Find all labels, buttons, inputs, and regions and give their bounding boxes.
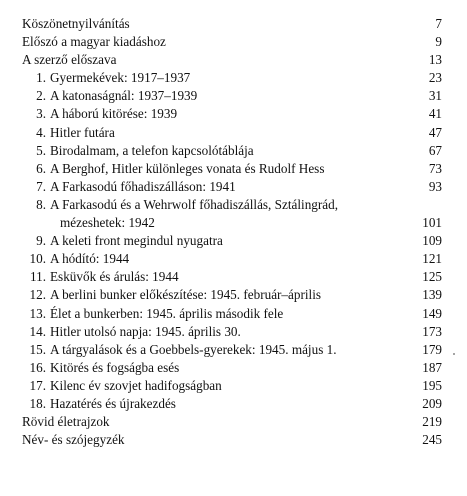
toc-entry-number: 9. bbox=[36, 233, 46, 249]
toc-entry-number: 17. bbox=[29, 377, 46, 393]
table-of-contents bbox=[22, 15, 442, 449]
toc-entry-chapter-3 bbox=[22, 105, 442, 123]
toc-entry-page: 101 bbox=[422, 215, 442, 231]
toc-entry-page: 9 bbox=[435, 34, 442, 50]
toc-entry-page: 195 bbox=[422, 377, 442, 393]
scan-speck bbox=[453, 353, 455, 355]
toc-entry-chapter-9 bbox=[22, 232, 442, 250]
toc-entry-acknowledgements bbox=[22, 15, 442, 33]
toc-entry-title: Köszönetnyilvánítás bbox=[22, 16, 130, 31]
toc-entry-page: 73 bbox=[428, 160, 442, 176]
toc-entry-number: 2. bbox=[36, 88, 46, 104]
toc-entry-chapter-8 bbox=[22, 196, 442, 214]
toc-entry-number: 14. bbox=[29, 323, 46, 339]
toc-entry-title: A keleti front megindul nyugatra bbox=[50, 233, 223, 249]
toc-entry-page: 7 bbox=[435, 16, 442, 31]
toc-entry-title: Birodalmam, a telefon kapcsolótáblája bbox=[50, 142, 254, 158]
toc-entry-page: 219 bbox=[422, 414, 442, 430]
toc-entry-chapter-13 bbox=[22, 305, 442, 323]
toc-entry-page: 13 bbox=[428, 52, 442, 68]
toc-entry-page: 23 bbox=[428, 70, 442, 86]
toc-entry-title: A Farkasodú és a Wehrwolf főhadiszállás, Sztálingrád, bbox=[50, 196, 339, 212]
toc-entry-title: Élet a bunkerben: 1945. április második fele bbox=[50, 305, 284, 321]
toc-entry-chapter-1 bbox=[22, 69, 442, 87]
toc-entry-title: A háború kitörése: 1939 bbox=[50, 106, 178, 122]
toc-entry-page: 149 bbox=[422, 305, 442, 321]
toc-entry-chapter-8-continuation bbox=[22, 214, 442, 232]
toc-entry-number: 11. bbox=[30, 269, 46, 285]
toc-entry-chapter-18 bbox=[22, 395, 442, 413]
toc-entry-number: 4. bbox=[36, 124, 46, 140]
toc-entry-number: 10. bbox=[29, 251, 46, 267]
toc-entry-page: 31 bbox=[428, 88, 442, 104]
toc-entry-page: 67 bbox=[428, 142, 442, 158]
toc-entry-number: 15. bbox=[29, 341, 46, 357]
toc-entry-chapter-5 bbox=[22, 142, 442, 160]
toc-entry-chapter-2 bbox=[22, 87, 442, 105]
toc-entry-title: Hazatérés és újrakezdés bbox=[50, 395, 176, 411]
toc-entry-page: 209 bbox=[422, 395, 442, 411]
toc-entry-title-continuation: mézeshetek: 1942 bbox=[60, 215, 155, 231]
toc-entry-title: A katonaságnál: 1937–1939 bbox=[50, 88, 198, 104]
toc-entry-chapter-17 bbox=[22, 377, 442, 395]
toc-entry-page: 187 bbox=[422, 359, 442, 375]
toc-entry-author-preface bbox=[22, 51, 442, 69]
toc-entry-title: A tárgyalások és a Goebbels-gyerekek: 1945. május 1. bbox=[50, 341, 337, 357]
toc-entry-page: 125 bbox=[422, 269, 442, 285]
toc-entry-title: A hódító: 1944 bbox=[50, 251, 130, 267]
toc-entry-number: 6. bbox=[36, 160, 46, 176]
toc-entry-page: 93 bbox=[428, 178, 442, 194]
toc-entry-chapter-15 bbox=[22, 341, 442, 359]
toc-entry-page: 41 bbox=[428, 106, 442, 122]
toc-entry-number: 8. bbox=[36, 196, 46, 212]
toc-entry-short-biographies bbox=[22, 413, 442, 431]
toc-entry-chapter-16 bbox=[22, 359, 442, 377]
toc-entry-number: 5. bbox=[36, 142, 46, 158]
toc-entry-number: 18. bbox=[29, 395, 46, 411]
toc-entry-title: A Berghof, Hitler különleges vonata és Rudolf Hess bbox=[50, 160, 325, 176]
toc-entry-chapter-10 bbox=[22, 250, 442, 268]
toc-entry-index bbox=[22, 431, 442, 449]
toc-entry-title: Előszó a magyar kiadáshoz bbox=[22, 34, 166, 50]
toc-entry-title: A Farkasodú főhadiszálláson: 1941 bbox=[50, 178, 236, 194]
toc-entry-chapter-6 bbox=[22, 160, 442, 178]
toc-entry-title: Hitler futára bbox=[50, 124, 115, 140]
toc-entry-chapter-12 bbox=[22, 286, 442, 304]
toc-entry-title: Kitörés és fogságba esés bbox=[50, 359, 180, 375]
toc-entry-number: 13. bbox=[29, 305, 46, 321]
toc-entry-title: Rövid életrajzok bbox=[22, 414, 110, 430]
toc-entry-page: 245 bbox=[422, 432, 442, 448]
toc-entry-number: 12. bbox=[29, 287, 46, 303]
toc-entry-chapter-11 bbox=[22, 268, 442, 286]
toc-entry-foreword-hungarian bbox=[22, 33, 442, 51]
toc-entry-title: Hitler utolsó napja: 1945. április 30. bbox=[50, 323, 241, 339]
toc-entry-chapter-7 bbox=[22, 178, 442, 196]
toc-entry-page: 173 bbox=[422, 323, 442, 339]
toc-entry-page: 179 bbox=[422, 341, 442, 357]
toc-entry-number: 1. bbox=[36, 70, 46, 86]
toc-entry-title: Név- és szójegyzék bbox=[22, 432, 125, 448]
toc-entry-page: 139 bbox=[422, 287, 442, 303]
toc-entry-number: 3. bbox=[36, 106, 46, 122]
toc-entry-title: Gyermekévek: 1917–1937 bbox=[50, 70, 191, 86]
toc-entry-chapter-4 bbox=[22, 124, 442, 142]
toc-entry-number: 7. bbox=[36, 178, 46, 194]
toc-entry-title: Esküvők és árulás: 1944 bbox=[50, 269, 179, 285]
toc-entry-page: 47 bbox=[428, 124, 442, 140]
toc-entry-title: Kilenc év szovjet hadifogságban bbox=[50, 377, 222, 393]
toc-entry-title: A szerző előszava bbox=[22, 52, 117, 68]
toc-entry-chapter-14 bbox=[22, 323, 442, 341]
toc-entry-title: A berlini bunker előkészítése: 1945. február–április bbox=[50, 287, 321, 303]
toc-entry-page: 109 bbox=[422, 233, 442, 249]
toc-entry-page: 121 bbox=[422, 251, 442, 267]
toc-entry-number: 16. bbox=[29, 359, 46, 375]
